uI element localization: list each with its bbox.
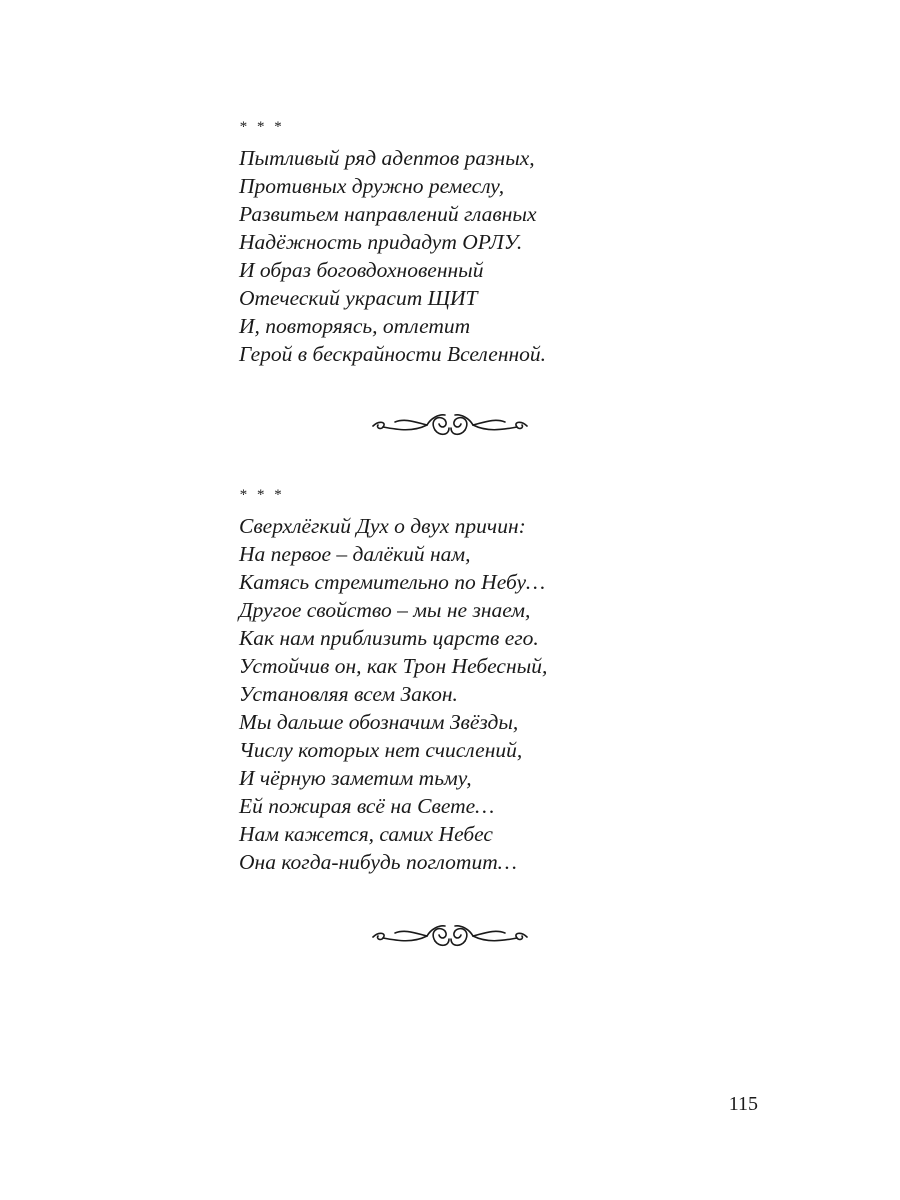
poem-line: Нам кажется, самих Небес xyxy=(239,822,493,846)
poem-line: Отеческий украсит ЩИТ xyxy=(239,286,478,310)
poem-line: Пытливый ряд адептов разных, xyxy=(239,146,535,170)
poem-1 xyxy=(239,116,679,368)
poem-line: И, повторяясь, отлетит xyxy=(239,314,471,338)
poem-line: И образ боговдохновенный xyxy=(239,258,484,282)
poem-line: Числу которых нет счислений, xyxy=(239,738,523,762)
poem-line: Развитьем направлений главных xyxy=(239,202,537,226)
poem-separator-stars: * * * xyxy=(239,119,284,135)
page-number: 115 xyxy=(728,1093,758,1115)
poem-2 xyxy=(239,484,679,876)
poem-line: На первое – далёкий нам, xyxy=(239,542,471,566)
poem-line: Устойчив он, как Трон Небесный, xyxy=(239,654,548,678)
flourish-divider-icon xyxy=(369,921,531,951)
poem-line: И чёрную заметим тьму, xyxy=(239,766,472,790)
poem-line: Ей пожирая всё на Свете… xyxy=(239,794,495,818)
flourish-divider-icon xyxy=(369,410,531,440)
poem-separator-stars: * * * xyxy=(239,487,284,503)
poem-line: Как нам приблизить царств его. xyxy=(239,626,539,650)
poem-line: Мы дальше обозначим Звёзды, xyxy=(239,710,519,734)
poem-line: Надёжность придадут ОРЛУ. xyxy=(239,230,523,254)
poem-line: Герой в бескрайности Вселенной. xyxy=(239,342,547,366)
poem-line: Установляя всем Закон. xyxy=(239,682,458,706)
poem-line: Катясь стремительно по Небу… xyxy=(239,570,546,594)
poem-line: Она когда-нибудь поглотит… xyxy=(239,850,517,874)
poem-line: Сверхлёгкий Дух о двух причин: xyxy=(239,514,526,538)
poem-line: Противных дружно ремеслу, xyxy=(239,174,505,198)
poem-line: Другое свойство – мы не знаем, xyxy=(239,598,531,622)
